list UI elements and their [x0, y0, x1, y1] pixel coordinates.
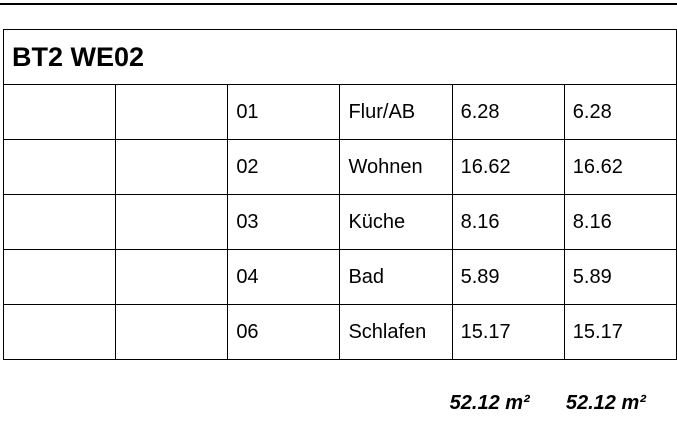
room-number-cell: 03 — [228, 195, 340, 250]
total-area-1: 52.12 m² — [449, 392, 530, 414]
top-rule — [0, 3, 677, 5]
table-row — [4, 85, 677, 140]
table-row — [4, 250, 677, 305]
table-title-row — [4, 30, 677, 85]
empty-cell — [116, 140, 228, 195]
empty-cell — [4, 85, 116, 140]
table-row — [4, 305, 677, 360]
room-name-cell: Küche — [340, 195, 452, 250]
area-value-cell-2: 16.62 — [564, 140, 676, 195]
area-value-cell: 5.89 — [452, 250, 564, 305]
room-name-cell: Wohnen — [340, 140, 452, 195]
empty-cell — [4, 140, 116, 195]
area-table — [3, 29, 677, 360]
empty-cell — [4, 305, 116, 360]
area-value-cell-2: 5.89 — [564, 250, 676, 305]
total-area-2: 52.12 m² — [565, 392, 646, 414]
empty-cell — [116, 305, 228, 360]
totals-spacer — [3, 392, 444, 415]
area-value-cell: 6.28 — [452, 85, 564, 140]
room-number-cell: 04 — [228, 250, 340, 305]
room-name-cell: Flur/AB — [340, 85, 452, 140]
empty-cell — [116, 85, 228, 140]
room-number-cell: 06 — [228, 305, 340, 360]
area-value-cell: 16.62 — [452, 140, 564, 195]
area-value-cell-2: 6.28 — [564, 85, 676, 140]
area-value-cell: 15.17 — [452, 305, 564, 360]
table-body — [4, 85, 677, 360]
room-name-cell: Schlafen — [340, 305, 452, 360]
empty-cell — [116, 250, 228, 305]
room-name-cell: Bad — [340, 250, 452, 305]
empty-cell — [4, 250, 116, 305]
table-row — [4, 195, 677, 250]
area-value-cell-2: 15.17 — [564, 305, 676, 360]
totals-row — [3, 392, 676, 415]
table-title: BT2 WE02 — [4, 30, 677, 85]
empty-cell — [116, 195, 228, 250]
table-row — [4, 140, 677, 195]
room-number-cell: 02 — [228, 140, 340, 195]
empty-cell — [4, 195, 116, 250]
area-value-cell: 8.16 — [452, 195, 564, 250]
area-value-cell-2: 8.16 — [564, 195, 676, 250]
room-number-cell: 01 — [228, 85, 340, 140]
